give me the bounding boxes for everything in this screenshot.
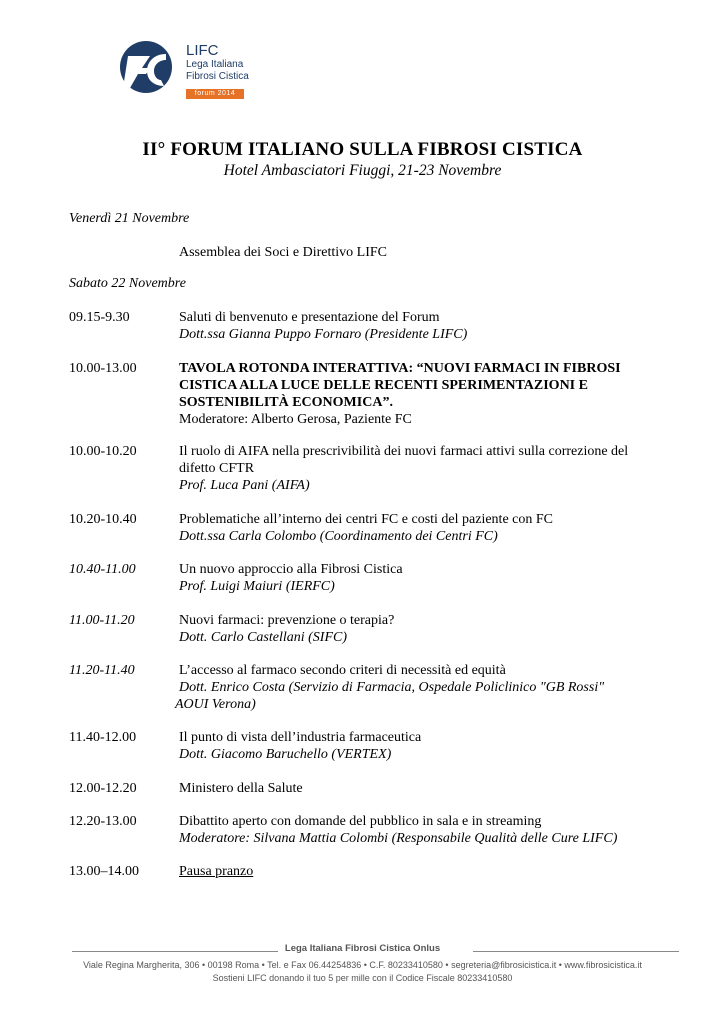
agenda-time: 11.20-11.40: [69, 663, 135, 678]
agenda-title-line: difetto CFTR: [179, 461, 255, 476]
agenda-time: 10.00-13.00: [69, 361, 137, 376]
footer-five-per-mille: Sostieni LIFC donando il tuo 5 per mille con il Codice Fiscale 80233410580: [212, 973, 513, 983]
agenda-moderator: Moderatore: Silvana Mattia Colombi (Responsabile Qualità delle Cure LIFC): [179, 831, 618, 846]
agenda-speaker: Prof. Luigi Maiuri (IERFC): [179, 579, 335, 594]
agenda-speaker: Dott. Carlo Castellani (SIFC): [179, 630, 347, 645]
agenda-time: 10.00-10.20: [69, 444, 137, 459]
agenda-speaker: Dott. Giacomo Baruchello (VERTEX): [179, 747, 392, 762]
page-title: II° FORUM ITALIANO SULLA FIBROSI CISTICA: [142, 139, 583, 160]
agenda-speaker: Prof. Luca Pani (AIFA): [179, 478, 310, 493]
agenda-title: L’accesso al farmaco secondo criteri di necessità ed equità: [179, 663, 506, 678]
agenda-speaker: Dott.ssa Gianna Puppo Fornaro (Presidente LIFC): [179, 327, 468, 342]
agenda-time: 13.00–14.00: [69, 864, 139, 879]
agenda-title: Un nuovo approccio alla Fibrosi Cistica: [179, 562, 403, 577]
agenda-title: Il punto di vista dell’industria farmaceutica: [179, 730, 422, 745]
footer-organization: Lega Italiana Fibrosi Cistica Onlus: [284, 943, 441, 954]
agenda-title-line: SOSTENIBILITÀ ECONOMICA”.: [179, 395, 393, 410]
agenda-time: 12.00-12.20: [69, 781, 137, 796]
agenda-title-line: CISTICA ALLA LUCE DELLE RECENTI SPERIMENTAZIONI E: [179, 378, 588, 393]
logo-line-2: Lega Italiana: [186, 59, 244, 70]
day-heading-saturday: Sabato 22 Novembre: [69, 276, 186, 291]
agenda-time: 10.40-11.00: [69, 562, 136, 577]
agenda-time: 09.15-9.30: [69, 310, 130, 325]
agenda-time: 11.00-11.20: [69, 613, 135, 628]
agenda-title-line: TAVOLA ROTONDA INTERATTIVA: “NUOVI FARMACI IN FIBROSI: [179, 361, 621, 376]
agenda-title: Saluti di benvenuto e presentazione del Forum: [179, 310, 440, 325]
agenda-speaker-line: AOUI Verona): [175, 697, 256, 712]
agenda-title-line: Il ruolo di AIFA nella prescrivibilità dei nuovi farmaci attivi sulla correzione del: [179, 444, 629, 459]
agenda-title: Nuovi farmaci: prevenzione o terapia?: [179, 613, 395, 628]
logo-wordmark: [186, 42, 249, 83]
page-subtitle: Hotel Ambasciatori Fiuggi, 21-23 Novembre: [223, 162, 502, 179]
footer-address: Viale Regina Margherita, 306 • 00198 Roma • Tel. e Fax 06.44254836 • C.F. 80233410580 • segreteria@fibrosicistica.it • www.fibrosicistica.it: [83, 960, 642, 970]
logo-line-3: Fibrosi Cistica: [186, 71, 249, 82]
agenda-time: 11.40-12.00: [69, 730, 137, 745]
agenda-moderator: Moderatore: Alberto Gerosa, Paziente FC: [179, 412, 412, 427]
agenda-speaker: Dott.ssa Carla Colombo (Coordinamento dei Centri FC): [179, 529, 498, 544]
agenda-title: Problematiche all’interno dei centri FC e costi del paziente con FC: [179, 512, 554, 527]
agenda-time: 10.20-10.40: [69, 512, 137, 527]
agenda-title: Ministero della Salute: [179, 781, 303, 796]
logo-brand: LIFC: [186, 42, 219, 59]
agenda-title: Assemblea dei Soci e Direttivo LIFC: [179, 245, 388, 260]
agenda-time: 12.20-13.00: [69, 814, 137, 829]
agenda-title: Pausa pranzo: [179, 864, 254, 879]
logo-forum-badge: forum 2014: [186, 89, 244, 99]
agenda-speaker-line: Dott. Enrico Costa (Servizio di Farmacia, Ospedale Policlinico "GB Rossi": [179, 680, 605, 695]
day-heading-friday: Venerdì 21 Novembre: [69, 211, 190, 226]
agenda-title: Dibattito aperto con domande del pubblico in sala e in streaming: [179, 814, 542, 829]
